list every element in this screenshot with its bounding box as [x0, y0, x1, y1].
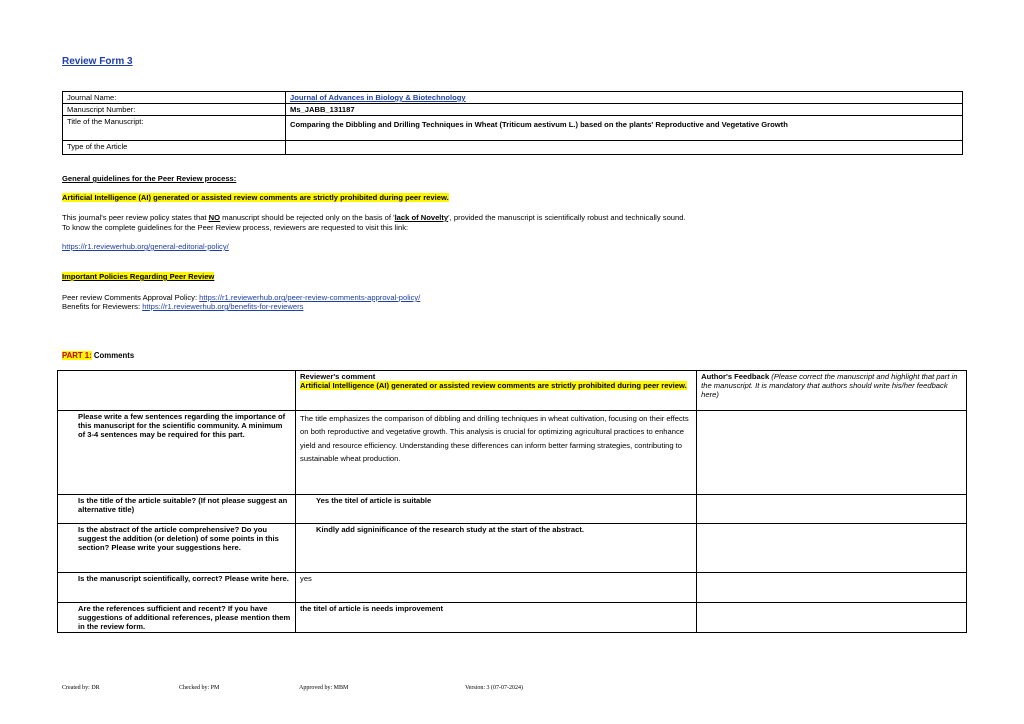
question-cell: Are the references sufficient and recent? If you have suggestions of additional references, please mention them in the review form.	[58, 603, 296, 633]
reviewer-comment-cell: Yes the titel of article is suitable	[296, 495, 697, 524]
table-row	[58, 573, 967, 603]
form-title: Review Form 3	[62, 56, 133, 67]
part1-title: Comments	[91, 351, 135, 360]
policy-text-pre: This journal's peer review policy states that	[62, 213, 209, 222]
benefits-label: Benefits for Reviewers:	[62, 302, 143, 311]
author-feedback-cell[interactable]	[697, 524, 967, 573]
manuscript-title-value: Comparing the Dibbling and Drilling Techniques in Wheat (Triticum aestivum L.) based on the plants' Reproductive and Vegetative Growth	[286, 116, 963, 141]
manuscript-number-value: Ms_JABB_131187	[286, 104, 963, 116]
table-row	[58, 524, 967, 573]
author-feedback-cell[interactable]	[697, 495, 967, 524]
article-type-row	[63, 141, 963, 155]
question-cell: Please write a few sentences regarding the importance of this manuscript for the scientific community. A minimum of 3-4 sentences may be required for this part.	[58, 411, 296, 495]
ai-warning	[62, 193, 449, 203]
reviewer-header: Reviewer's comment	[300, 372, 376, 381]
author-feedback-cell[interactable]	[697, 411, 967, 495]
journal-link[interactable]: Journal of Advances in Biology & Biotechnology	[290, 93, 466, 102]
journal-value-cell	[286, 92, 963, 104]
part1-heading	[62, 351, 134, 360]
author-feedback-note: (Please correct the manuscript and highlight that part in the manuscript. It is mandatory that authors should write his/her feedback here)	[701, 372, 958, 400]
reviewer-comment-cell: Kindly add signinificance of the research study at the start of the abstract.	[296, 524, 697, 573]
approval-policy-link[interactable]: https://r1.reviewerhub.org/peer-review-comments-approval-policy/	[199, 293, 421, 302]
author-feedback-cell[interactable]	[697, 603, 967, 633]
table-row	[58, 495, 967, 524]
manuscript-number-row	[63, 104, 963, 116]
question-cell: Is the abstract of the article comprehensive? Do you suggest the addition (or deletion) of some points in this section? Please write your suggestions here.	[58, 524, 296, 573]
footer-created: Created by: DR	[62, 685, 100, 691]
author-header-cell	[697, 371, 967, 411]
manuscript-info-table	[62, 91, 963, 155]
policies-heading	[62, 272, 214, 282]
review-comments-table	[57, 370, 967, 633]
review-header-row	[58, 371, 967, 411]
question-cell: Is the manuscript scientifically, correct? Please write here.	[58, 573, 296, 603]
table-row	[58, 603, 967, 633]
reviewer-comment-cell: yes	[296, 573, 697, 603]
manuscript-title-row	[63, 116, 963, 141]
policy-text-post: ', provided the manuscript is scientifically robust and technically sound.	[448, 213, 686, 222]
benefits-link[interactable]: https://r1.reviewerhub.org/benefits-for-reviewers	[142, 302, 304, 311]
table-row	[58, 411, 967, 495]
footer-approved: Approved by: MBM	[299, 685, 349, 691]
guidelines-heading: General guidelines for the Peer Review process:	[62, 174, 237, 183]
guidelines-link-intro: To know the complete guidelines for the Peer Review process, reviewers are requested to visit this link:	[62, 222, 409, 232]
journal-label: Journal Name:	[63, 92, 286, 104]
manuscript-title-label: Title of the Manuscript:	[63, 116, 286, 141]
author-feedback-header: Author's Feedback	[701, 372, 770, 381]
reviewer-header-cell	[296, 371, 697, 411]
benefits-line	[62, 302, 303, 312]
ai-warning-text: Artificial Intelligence (AI) generated or assisted review comments are strictly prohibited during peer review.	[62, 193, 449, 202]
question-cell: Is the title of the article suitable? (If not please suggest an alternative title)	[58, 495, 296, 524]
article-type-value	[286, 141, 963, 155]
footer-checked: Checked by: PM	[179, 685, 220, 691]
part1-label: PART 1:	[62, 351, 92, 360]
article-type-label: Type of the Article	[63, 141, 286, 155]
policy-statement	[62, 213, 962, 233]
guidelines-url-link[interactable]: https://r1.reviewerhub.org/general-editorial-policy/	[62, 242, 229, 251]
footer-version: Version: 3 (07-07-2024)	[465, 685, 523, 691]
reviewer-ai-warning: Artificial Intelligence (AI) generated or assisted review comments are strictly prohibited during peer review.	[300, 381, 687, 391]
question-header-cell	[58, 371, 296, 411]
policy-text-mid: manuscript should be rejected only on the basis of '	[220, 213, 395, 222]
policy-no: NO	[208, 213, 221, 222]
policies-heading-text: Important Policies Regarding Peer Review	[62, 272, 215, 281]
approval-policy-label: Peer review Comments Approval Policy:	[62, 293, 200, 302]
journal-row	[63, 92, 963, 104]
author-feedback-cell[interactable]	[697, 573, 967, 603]
reviewer-comment-cell: the titel of article is needs improvement	[296, 603, 697, 633]
manuscript-number-label: Manuscript Number:	[63, 104, 286, 116]
policy-novelty: lack of Novelty	[394, 213, 449, 222]
reviewer-comment-cell: The title emphasizes the comparison of dibbling and drilling techniques in wheat cultivation, focusing on their effects on both reproductive and vegetative growth. This analysis is crucial for optimizing agricultural practices to enhance yield and resource efficiency. Understanding these differences can inform better farming strategies, contributing to sustainable wheat production.	[296, 411, 697, 495]
